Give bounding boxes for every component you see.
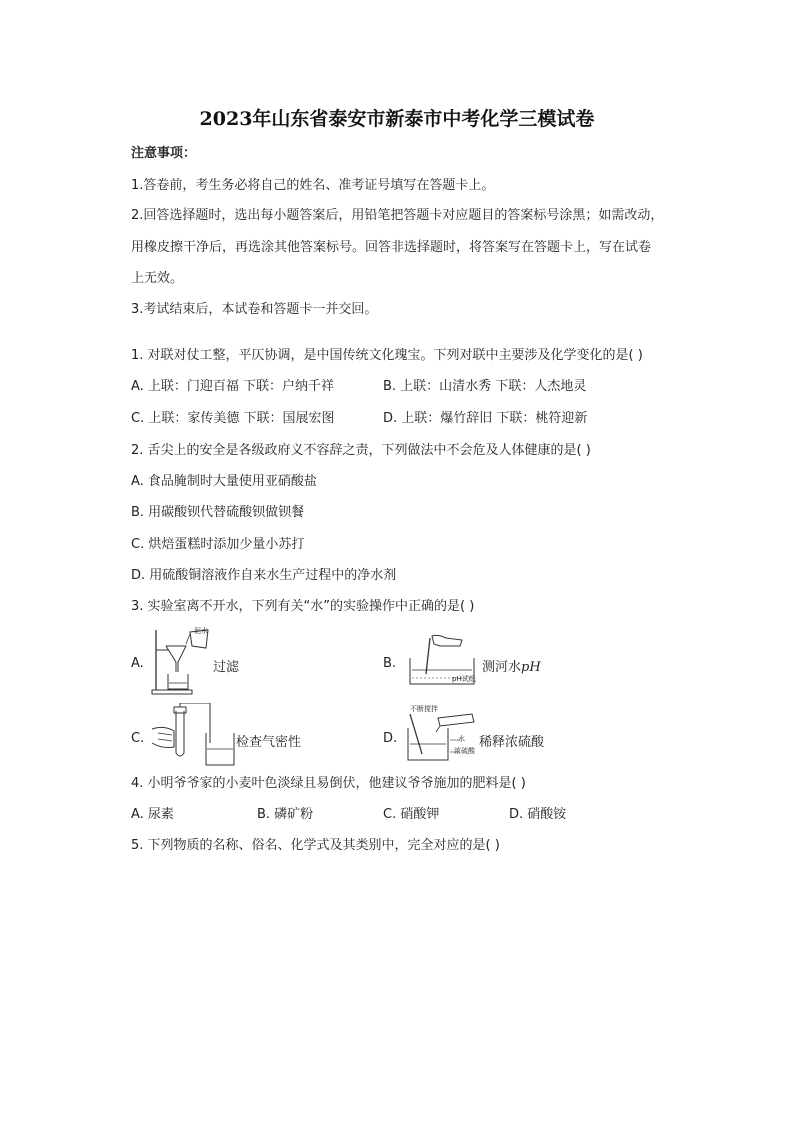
question-1-option-d: D. 上联：爆竹辞旧 下联：桃符迎新 — [383, 411, 588, 426]
ph-label-italic: pH — [521, 660, 541, 675]
question-3-stem: 3. 实验室离不开水，下列有关“水”的实验操作中正确的是( ) — [131, 599, 475, 614]
ph-paper-text: pH试纸 — [452, 675, 476, 683]
question-3-option-c-letter: C. — [131, 731, 145, 746]
question-4-option-d: D. 硝酸铵 — [509, 807, 567, 822]
airtightness-figure — [150, 703, 236, 767]
question-1-stem: 1. 对联对仗工整，平仄协调，是中国传统文化瑰宝。下列对联中主要涉及化学变化的是( ) — [131, 348, 643, 363]
question-1-option-b: B. 上联：山清水秀 下联：人杰地灵 — [383, 379, 587, 394]
question-2-stem: 2. 舌尖上的安全是各级政府义不容辞之责，下列做法中不会危及人体健康的是( ) — [131, 443, 591, 458]
question-4-option-a: A. 尿素 — [131, 807, 174, 822]
question-4-stem: 4. 小明爷爷家的小麦叶色淡绿且易倒伏，他建议爷爷施加的肥料是( ) — [131, 776, 526, 791]
filtration-muddy-water-text: 泥水 — [194, 627, 208, 635]
ph-label-text: 测河水 — [482, 660, 522, 675]
question-2-option-a: A. 食品腌制时大量使用亚硝酸盐 — [131, 474, 317, 489]
question-3-option-d-label: 稀释浓硫酸 — [479, 735, 545, 750]
question-2-option-d: D. 用硫酸铜溶液作自来水生产过程中的净水剂 — [131, 568, 397, 583]
question-2-option-c: C. 烘焙蛋糕时添加少量小苏打 — [131, 537, 305, 552]
ph-test-figure — [404, 634, 480, 690]
notes-item-2-end: 上无效。 — [131, 271, 184, 286]
question-2-option-b: B. 用碳酸钡代替硫酸钡做钡餐 — [131, 505, 305, 520]
question-3-option-d-letter: D. — [383, 731, 398, 746]
question-1-option-c: C. 上联：家传美德 下联：国展宏图 — [131, 411, 335, 426]
notes-item-1: 1.答卷前，考生务必将自己的姓名、准考证号填写在答题卡上。 — [131, 178, 495, 193]
question-5-stem: 5. 下列物质的名称、俗名、化学式及其类别中，完全对应的是( ) — [131, 838, 500, 853]
question-1-option-a: A. 上联：门迎百福 下联：户纳千祥 — [131, 379, 335, 394]
dilution-figure — [404, 705, 482, 764]
dilution-water-text: 水 — [458, 735, 465, 743]
question-3-option-b-letter: B. — [383, 656, 397, 671]
notes-item-2: 2.回答选择题时，选出每小题答案后，用铅笔把答题卡对应题目的答案标号涂黑；如需改动， — [131, 208, 664, 223]
notes-item-2-cont: 用橡皮擦干净后，再选涂其他答案标号。回答非选择题时，将答案写在答题卡上，写在试卷 — [131, 240, 652, 255]
question-4-option-b: B. 磷矿粉 — [257, 807, 314, 822]
dilution-acid-text: 浓硫酸 — [454, 747, 475, 755]
notes-item-3: 3.考试结束后，本试卷和答题卡一并交回。 — [131, 302, 378, 317]
question-3-option-b-label — [482, 656, 541, 675]
dilution-stir-text: 不断搅拌 — [410, 705, 438, 713]
question-3-option-c-label: 检查气密性 — [236, 735, 302, 750]
filtration-figure — [150, 628, 212, 696]
question-4-option-c: C. 硝酸钾 — [383, 807, 440, 822]
notes-heading: 注意事项： — [131, 146, 197, 161]
question-3-option-a-letter: A. — [131, 656, 144, 671]
page-title: 2023年山东省泰安市新泰市中考化学三模试卷 — [199, 108, 595, 130]
question-3-option-a-label: 过滤 — [213, 660, 240, 675]
